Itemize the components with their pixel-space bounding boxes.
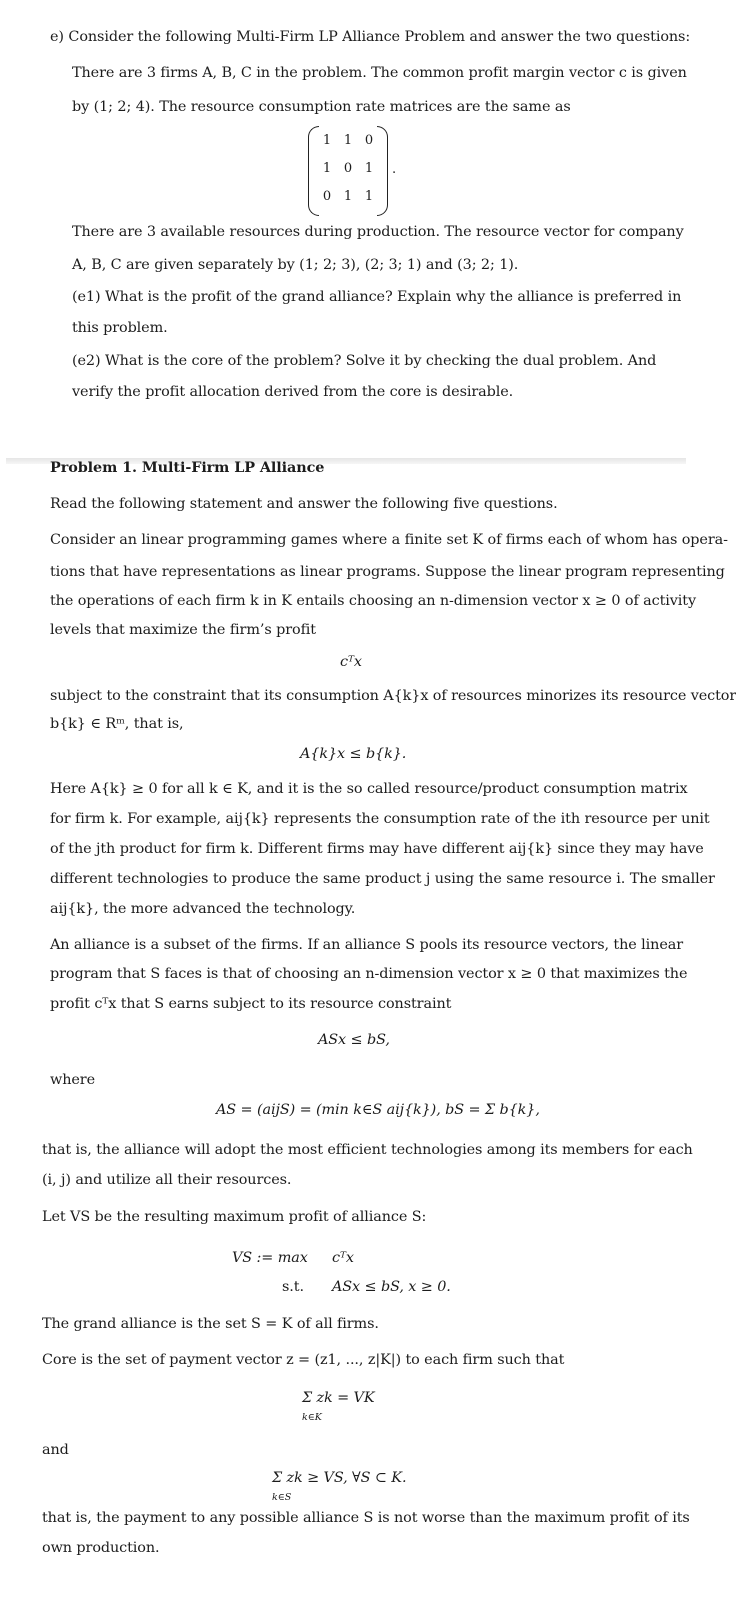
paragraph-text: profit cᵀx that S earns subject to its resource constraint xyxy=(50,996,452,1012)
sum-index: k∈S xyxy=(272,1492,292,1503)
lp-lhs: VS := max xyxy=(232,1250,308,1266)
matrix-period: . xyxy=(392,162,397,177)
paragraph-text: the operations of each firm k in K entails choosing an n-dimension vector x ≥ 0 of activity xyxy=(50,593,697,609)
part-e-text: There are 3 firms A, B, C in the problem. The common profit margin vector c is given xyxy=(72,65,687,81)
part-e-text: A, B, C are given separately by (1; 2; 3), (2; 3; 1) and (3; 2; 1). xyxy=(72,257,519,273)
paragraph-text: Consider an linear programming games where a finite set K of firms each of whom has opera- xyxy=(50,532,728,548)
where-label: where xyxy=(50,1072,95,1088)
paragraph-text: that is, the payment to any possible alliance S is not worse than the maximum profit of its xyxy=(42,1510,690,1526)
part-e-text: There are 3 available resources during production. The resource vector for company xyxy=(72,224,684,240)
lp-objective: cᵀx xyxy=(332,1250,354,1266)
paragraph-text: Let VS be the resulting maximum profit of alliance S: xyxy=(42,1209,427,1225)
paragraph-text: for firm k. For example, aij{k} represents the consumption rate of the ith resource per unit xyxy=(50,811,710,827)
question-e2: (e2) What is the core of the problem? Solve it by checking the dual problem. And xyxy=(72,353,657,369)
equation-core-efficiency: Σ zk = VK xyxy=(302,1390,375,1406)
consumption-matrix xyxy=(308,126,388,214)
sum-index: k∈K xyxy=(302,1412,322,1423)
question-e2: verify the profit allocation derived from the core is desirable. xyxy=(72,384,514,400)
matrix-cell: 0 xyxy=(343,161,353,176)
equation-core-stability: Σ zk ≥ VS, ∀S ⊂ K. xyxy=(272,1470,407,1486)
problem-title: Problem 1. Multi-Firm LP Alliance xyxy=(50,459,325,476)
paragraph-text: own production. xyxy=(42,1540,160,1556)
paragraph-text: The grand alliance is the set S = K of all firms. xyxy=(42,1316,379,1332)
matrix-cell: 1 xyxy=(364,189,374,204)
question-e1: (e1) What is the profit of the grand alliance? Explain why the alliance is preferred in xyxy=(72,289,682,305)
equation-alliance-constraint: ASx ≤ bS, xyxy=(318,1032,390,1048)
paragraph-text: Core is the set of payment vector z = (z1, ..., z|K|) to each firm such that xyxy=(42,1352,565,1368)
paragraph-text: that is, the alliance will adopt the most efficient technologies among its members for each xyxy=(42,1142,693,1158)
paragraph-text: program that S faces is that of choosing an n-dimension vector x ≥ 0 that maximizes the xyxy=(50,966,688,982)
matrix-cell: 1 xyxy=(364,161,374,176)
part-e-heading: e) Consider the following Multi-Firm LP Alliance Problem and answer the two questions: xyxy=(50,29,691,45)
paragraph-text: An alliance is a subset of the firms. If an alliance S pools its resource vectors, the linear xyxy=(50,937,684,953)
matrix-cell: 1 xyxy=(322,161,332,176)
paragraph-text: subject to the constraint that its consumption A{k}x of resources minorizes its resource vector xyxy=(50,688,736,704)
paragraph-text: of the jth product for firm k. Different firms may have different aij{k} since they may have xyxy=(50,841,704,857)
and-label: and xyxy=(42,1442,69,1458)
question-e1: this problem. xyxy=(72,320,168,336)
equation-alliance-definition: AS = (aijS) = (min k∈S aij{k}), bS = Σ b{k}, xyxy=(216,1102,540,1118)
paragraph-text: levels that maximize the firm’s profit xyxy=(50,622,316,638)
equation-constraint: A{k}x ≤ b{k}. xyxy=(300,746,407,762)
part-e-text: by (1; 2; 4). The resource consumption rate matrices are the same as xyxy=(72,99,571,115)
equation-objective: cᵀx xyxy=(340,654,362,670)
paragraph-text: aij{k}, the more advanced the technology. xyxy=(50,901,356,917)
paragraph-text: Here A{k} ≥ 0 for all k ∈ K, and it is the so called resource/product consumption matrix xyxy=(50,781,688,797)
matrix-cell: 1 xyxy=(322,133,332,148)
paragraph-text: (i, j) and utilize all their resources. xyxy=(42,1172,292,1188)
matrix-cell: 0 xyxy=(364,133,374,148)
matrix-cell: 1 xyxy=(343,133,353,148)
paragraph-text: b{k} ∈ Rᵐ, that is, xyxy=(50,716,184,732)
lp-subject-to: s.t. xyxy=(282,1279,304,1295)
matrix-cell: 1 xyxy=(343,189,353,204)
matrix-cell: 0 xyxy=(322,189,332,204)
paragraph-text: different technologies to produce the same product j using the same resource i. The smaller xyxy=(50,871,715,887)
matrix-right-bracket xyxy=(377,126,388,216)
paragraph-text: tions that have representations as linear programs. Suppose the linear program representing xyxy=(50,564,725,580)
lp-constraints: ASx ≤ bS, x ≥ 0. xyxy=(332,1279,451,1295)
problem-intro: Read the following statement and answer the following five questions. xyxy=(50,496,558,512)
